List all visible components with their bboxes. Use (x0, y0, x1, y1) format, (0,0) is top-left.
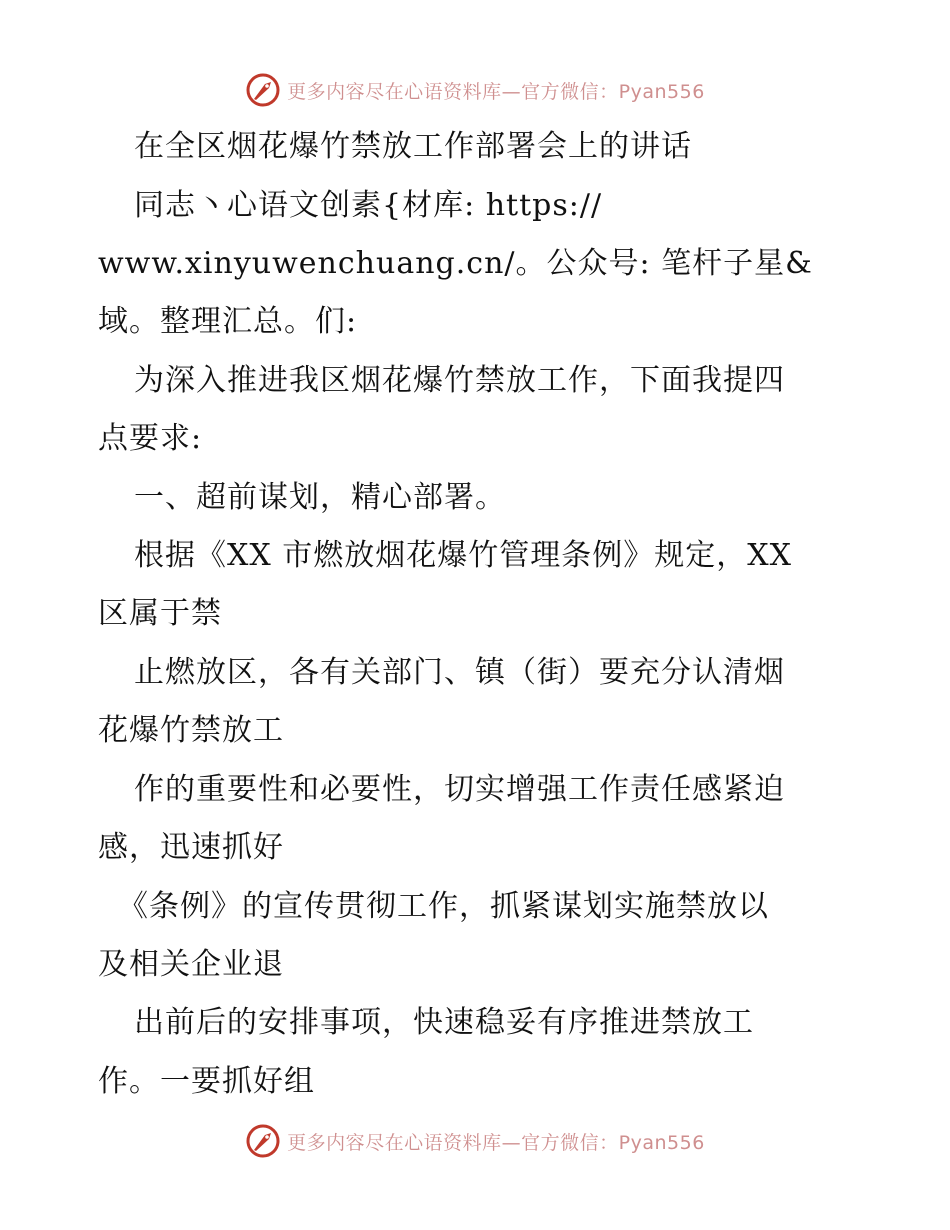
section-heading: 一、超前谋划，精心部署。 (134, 480, 506, 515)
banner-text: 更多内容尽在心语资料库—官方微信：Pyan556 (287, 1131, 705, 1154)
paragraph-line: 作。一要抓好组 (98, 1064, 315, 1099)
paragraph-line: 区属于禁 (98, 596, 222, 631)
paragraph-line: 及相关企业退 (98, 947, 284, 982)
paragraph-line: 为深入推进我区烟花爆竹禁放工作，下面我提四 (134, 363, 785, 398)
banner-text: 更多内容尽在心语资料库—官方微信：Pyan556 (287, 80, 705, 103)
paragraph-line: 感，迅速抓好 (98, 830, 284, 865)
paragraph-line: 花爆竹禁放工 (98, 713, 284, 748)
paragraph-line: 根据《XX 市燃放烟花爆竹管理条例》规定，XX (134, 538, 792, 573)
paragraph-line: 作的重要性和必要性，切实增强工作责任感紧迫 (134, 772, 785, 807)
paragraph-line: 域。整理汇总。们: (98, 304, 358, 339)
document-title: 在全区烟花爆竹禁放工作部署会上的讲话 (134, 129, 692, 164)
pen-nib-logo-icon (245, 1123, 281, 1159)
paragraph-line: 止燃放区，各有关部门、镇（街）要充分认清烟 (134, 655, 785, 690)
paragraph-line: 点要求: (98, 421, 203, 456)
paragraph-line: 《条例》的宣传贯彻工作，抓紧谋划实施禁放以 (118, 889, 769, 924)
paragraph-line: 出前后的安排事项，快速稳妥有序推进禁放工 (134, 1005, 754, 1040)
paragraph-line: www.xinyuwenchuang.cn/。公众号: 笔杆子星& (98, 246, 813, 281)
paragraph-line: 同志丶心语文创素{材库: https:// (134, 188, 603, 223)
footer-banner (0, 1121, 950, 1161)
